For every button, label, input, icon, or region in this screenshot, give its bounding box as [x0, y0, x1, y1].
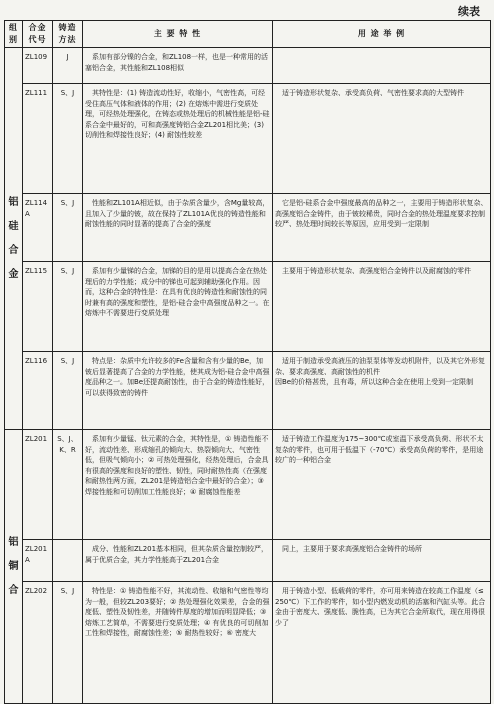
casting-method: S、J: [53, 352, 83, 430]
use-examples: 同上，主要用于要求高强度铝合金铸件的场所: [273, 540, 491, 582]
use-examples: 用于铸造小型、低载荷的零件，亦可用来铸造在较高工作温度（≤250℃）下工作的零件，如小型内燃发动机的活塞和汽缸头等。此合金由于密度大、强度低、脆性高，已为其它合金所取代，现在用得很少了: [273, 582, 491, 704]
alloy-code: ZL116: [23, 352, 53, 430]
main-features: 特点是：杂质中允许较多的Fe含量和含有少量的Be，加铍后显著提高了合金的力学性能，使其成为铝-硅合金中高强度品种之一。加Be还提高耐蚀性，由于合金的铸造性能好，可以获得致密的铸件: [83, 352, 273, 430]
table-row: [5, 48, 491, 84]
alloy-code: ZL202: [23, 582, 53, 704]
main-features: 系加有部分镍的合金，和ZL108一样，也是一种常用的活塞铝合金，其性能和ZL108相似: [83, 48, 273, 84]
alloy-code: ZL201: [23, 430, 53, 540]
alloy-code: ZL201A: [23, 540, 53, 582]
header-uses: 用 途 举 例: [273, 21, 491, 48]
casting-method: S、J: [53, 84, 83, 194]
main-features: 成分、性能和ZL201基本相同，但其杂质含量控制较严，属于优质合金，其力学性能高于ZL201合金: [83, 540, 273, 582]
use-examples: 主要用于铸造形状复杂、高强度铝合金铸件以及耐腐蚀的零件: [273, 262, 491, 352]
continued-label: 续表: [458, 5, 480, 18]
alloy-code: ZL109: [23, 48, 53, 84]
use-examples: 适于铸造工作温度为175~300℃或室温下承受高负荷、形状不太复杂的零件，也可用于低温下（-70℃）承受高负荷的零件，是用途较广的一种铝合金: [273, 430, 491, 540]
use-examples: [273, 48, 491, 84]
use-examples: 它是铝-硅系合金中强度最高的品种之一，主要用于铸造形状复杂、高强度铝合金铸件，由于铍较稀贵，同时合金的热处理温度要求控制较严、热处理时间较长等原因，应用受到一定限制: [273, 194, 491, 262]
alloy-table: [4, 20, 491, 704]
casting-method: J: [53, 48, 83, 84]
casting-method: [53, 540, 83, 582]
alloy-code: ZL114A: [23, 194, 53, 262]
main-features: 特性是：① 铸造性能不好，其流动性、收缩和气密性等均为一般，但较ZL203要好；② 热处理强化效果差，合金的强度低、塑性及韧性差，并随铸件厚度的增加而明显降低；③ 熔炼工艺简单，不需要进行变质处理；④ 有优良的可切削加工性和焊接性，耐腐蚀性差；⑤ 耐热性较好；⑥ 密度大: [83, 582, 273, 704]
header-row: [5, 21, 491, 48]
table-row: [5, 582, 491, 704]
table-row: [5, 194, 491, 262]
header-features: 主 要 特 性: [83, 21, 273, 48]
casting-method: S、J: [53, 262, 83, 352]
main-features: 性能和ZL101A相近似，由于杂质含量少，含Mg量较高，且加入了少量的铍，故在保持了ZL101A优良的铸造性能和耐蚀性能的同时显著的提高了合金的强度: [83, 194, 273, 262]
table-row: [5, 430, 491, 540]
main-features: 系加有少量锑的合金，加锑的目的是用以提高合金在热处理后的力学性能；成分中的锑也可起到辅助强化作用。因而，这种合金的特性是：在具有优良的铸造性和耐蚀性的同时兼有高的强度和塑性，是铝-硅合金中高强度品种之一。在熔炼中不需要进行变质处理: [83, 262, 273, 352]
alloy-code: ZL111: [23, 84, 53, 194]
use-examples: 适用于制造承受高液压的油泵泵体等发动机附件，以及其它外形复杂、要求高强度、高耐蚀性的机件 因Be的价格甚贵，且有毒，所以这种合金在使用上受到一定限制: [273, 352, 491, 430]
group-al-si: 铝 硅 合 金: [5, 48, 23, 430]
table-row: [5, 84, 491, 194]
group-al-cu: 铝 铜 合: [5, 430, 23, 704]
table-row: [5, 540, 491, 582]
header-code: 合金代号: [23, 21, 53, 48]
casting-method: S、J、K、R: [53, 430, 83, 540]
alloy-code: ZL115: [23, 262, 53, 352]
casting-method: S、J: [53, 582, 83, 704]
table-row: [5, 262, 491, 352]
table-row: [5, 352, 491, 430]
header-group: 组别: [5, 21, 23, 48]
casting-method: S、J: [53, 194, 83, 262]
main-features: 系加有少量锰、钛元素的合金，其特性是，① 铸造性能不好，流动性差、形成缩孔的倾向大、热裂倾向大、气密性低，但吸气倾向小；② 可热处理强化，经热处理后，合金具有很高的强度和良好的塑性、韧性，同时耐热性高（在强度和耐热性两方面，ZL201是铸造铝合金中最好的合金）；③ 焊接性能和可切削加工性能良好；④ 耐腐蚀性能差: [83, 430, 273, 540]
use-examples: 适于铸造形状复杂、承受高负荷、气密性要求高的大型铸件: [273, 84, 491, 194]
main-features: 其特性是：(1) 铸造流动性好，收缩小，气密性高，可经受住高压气体和液体的作用；(2) 在熔炼中需进行变质处理，可经热处理强化，在铸态或热处理后的机械性能是铝-硅系合金中最好的，可和高强度铸铝合金ZL201相比美；(3) 切削性和焊接性良好；(4) 耐蚀性较差: [83, 84, 273, 194]
header-method: 铸造方法: [53, 21, 83, 48]
